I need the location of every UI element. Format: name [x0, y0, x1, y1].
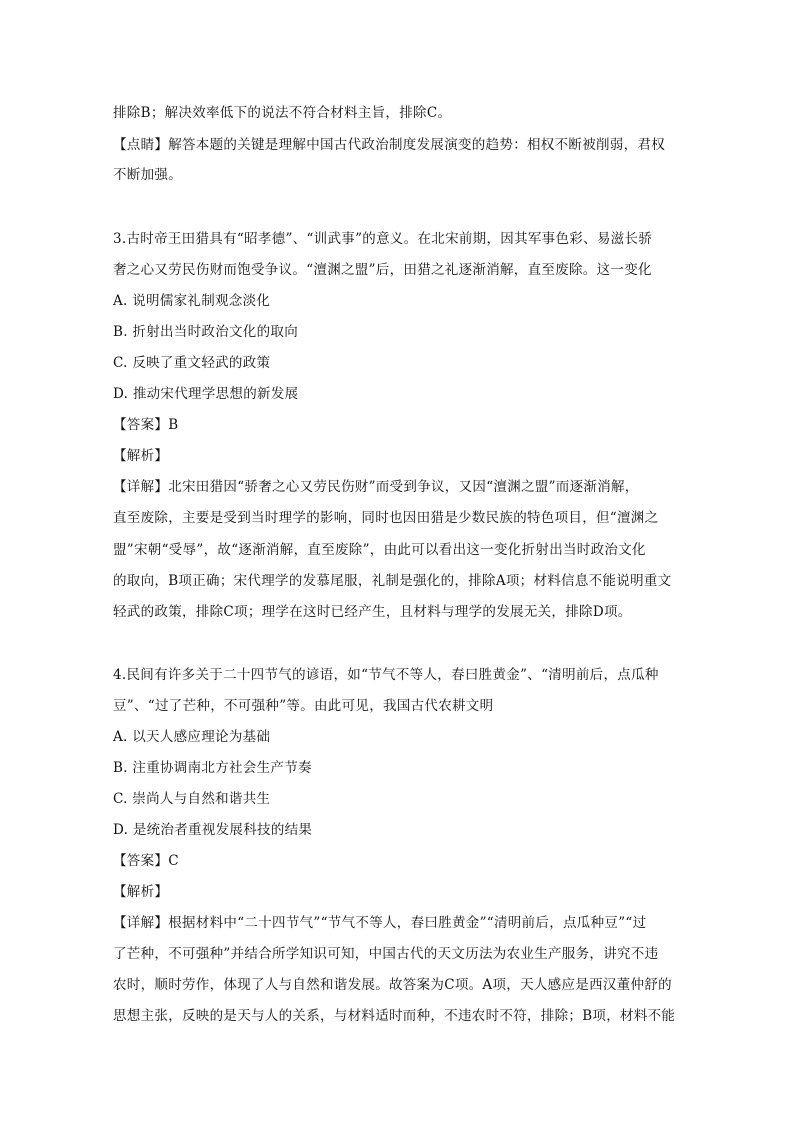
text-line: 不断加强。	[113, 167, 182, 183]
explanation-line: 的取向，B项正确；宋代理学的发慕尾服，礼制是强化的，排除A项；材料信息不能说明重文	[113, 573, 672, 589]
explanation-line: 盟”宋朝“受辱”，故“逐渐消解，直至废除”，由此可以看出这一变化折射出当时政治文化	[113, 542, 646, 558]
option-d: D. 是统治者重视发展科技的结果	[113, 822, 313, 838]
question-3-stem: 3.古时帝王田猎具有“昭孝德”、“训武事”的意义。在北宋前期，因其军事色彩、易滋长骄	[113, 231, 653, 247]
option-d: D. 推动宋代理学思想的新发展	[113, 386, 299, 402]
explanation-line: 【详解】根据材料中“二十四节气”“节气不等人，春曰胜黄金”“清明前后，点瓜种豆”“过	[113, 915, 647, 931]
option-b: B. 折射出当时政治文化的取向	[113, 324, 299, 340]
explanation-line: 【详解】北宋田猎因“骄奢之心又劳民伤财”而受到争议，又因“澶渊之盟”而逐渐消解，	[113, 479, 639, 495]
text-line: 排除B；解决效率低下的说法不符合材料主旨，排除C。	[113, 105, 452, 121]
explanation-line: 农时，顺时劳作，体现了人与自然和谐发展。故答案为C项。A项，天人感应是西汉董仲舒的	[113, 977, 672, 993]
question-4-stem: 4.民间有许多关于二十四节气的谚语，如“节气不等人，春曰胜黄金”、“清明前后，点瓜种	[113, 667, 659, 683]
explanation-line: 思想主张，反映的是天与人的关系，与材料适时而种，不违农时不符，排除；B项，材料不能	[113, 1008, 676, 1024]
explanation-line: 轻武的政策，排除C项；理学在这时已经产生，且材料与理学的发展无关，排除D项。	[113, 604, 632, 620]
question-3-stem: 奢之心又劳民伤财而饱受争议。“澶渊之盟”后，田猎之礼逐渐消解，直至废除。这一变化	[113, 262, 652, 278]
option-b: B. 注重协调南北方社会生产节奏	[113, 760, 312, 776]
option-c: C. 反映了重文轻武的政策	[113, 355, 271, 371]
explanation-line: 直至废除，主要是受到当时理学的影响，同时也因田猎是少数民族的特色项目，但“澶渊之	[113, 510, 659, 526]
answer-label: 【答案】C	[113, 853, 179, 869]
analysis-label: 【解析】	[113, 448, 169, 464]
option-a: A. 说明儒家礼制观念淡化	[113, 293, 271, 309]
option-a: A. 以天人感应理论为基础	[113, 729, 271, 745]
text-line: 【点睛】解答本题的关键是理解中国古代政治制度发展演变的趋势：相权不断被削弱，君权	[113, 137, 665, 153]
analysis-label: 【解析】	[113, 884, 169, 900]
question-4-stem: 豆”、“过了芒种，不可强种”等。由此可见，我国古代农耕文明	[113, 698, 494, 714]
answer-label: 【答案】B	[113, 417, 179, 433]
explanation-line: 了芒种，不可强种”并结合所学知识可知，中国古代的天文历法为农业生产服务，讲究不违	[113, 946, 659, 962]
option-c: C. 崇尚人与自然和谐共生	[113, 791, 271, 807]
